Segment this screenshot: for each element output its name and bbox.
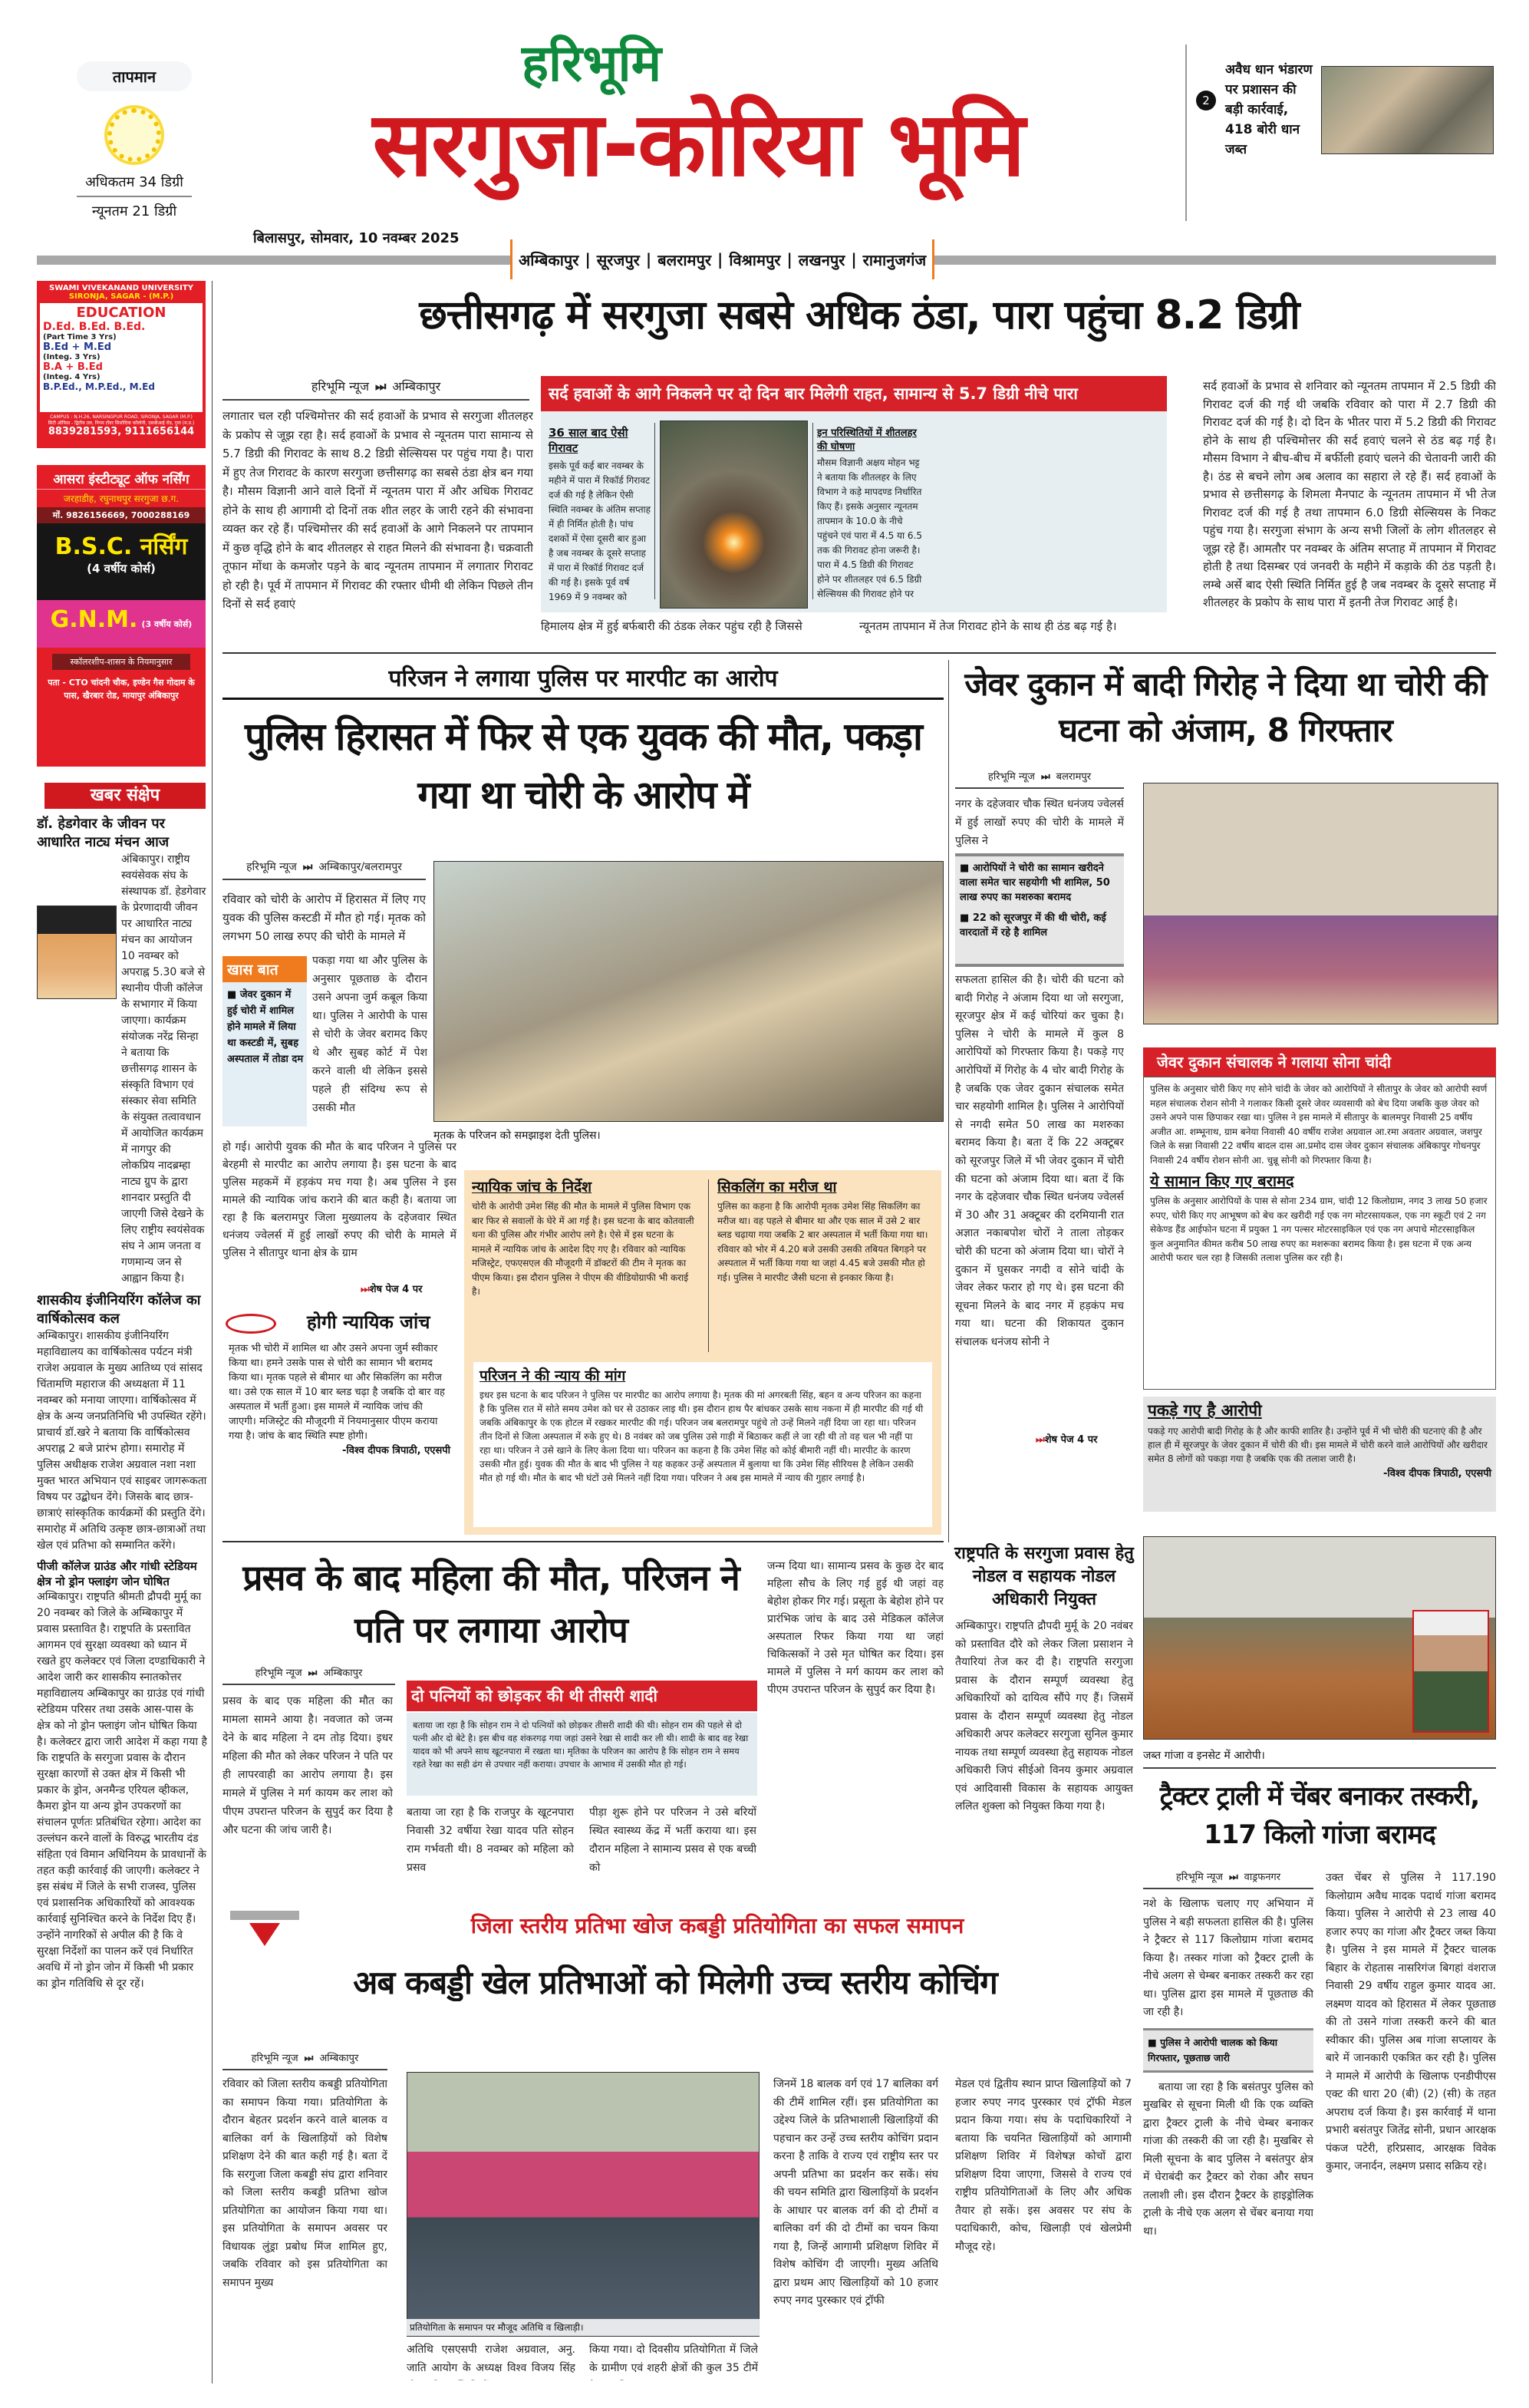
delivery-banner: दो पत्नियों को छोड़कर की थी तीसरी शादी [407, 1681, 757, 1711]
teaser-page-badge: 2 [1196, 91, 1216, 111]
byline-place: वाड्रफनगर [1244, 1872, 1281, 1883]
university-ad[interactable] [37, 281, 206, 448]
byline-place: अम्बिकापुर [323, 1667, 363, 1679]
box-title-coldwave: इन परिस्थितियों में शीतलहर की घोषणा [817, 427, 917, 453]
byline-place: अम्बिकापुर [319, 2053, 359, 2064]
lead-under-box-1: हिमालय क्षेत्र में हुई बर्फबारी की ठंडक लेकर पहुंच रही है जिससे [541, 619, 802, 633]
course-3-note: (Integ. 4 Yrs) [43, 373, 101, 381]
box-title-justice: परिजन ने की न्याय की मांग [479, 1367, 626, 1384]
ganja-caption: जब्त गांजा व इनसेट में आरोपी। [1143, 1748, 1496, 1769]
jewel-byline [955, 769, 1124, 789]
forward-icon: ⏭ [361, 1284, 370, 1295]
lead-headline: छत्तीसगढ़ में सरगुजा सबसे अधिक ठंडा, पारा पहुंचा 8.2 डिग्री [419, 292, 1300, 338]
weather-label: तापमान [77, 61, 192, 91]
lead-under-box-2: न्यूनतम तापमान में तेज गिरावट होने के साथ ही ठंड बढ़ गई है। [859, 619, 1117, 633]
continued-note[interactable] [361, 1283, 422, 1297]
quote-body: मृतक भी चोरी में शामिल था और उसने अपना जुर्म स्वीकार किया था। हमने उसके पास से चोरी का सामान भी बरामद किया था। मृतक पहले से बीमार था और सिकलिंग का मरीज था। उसे एक साल में 10 बार ब्लड चढ़ा है जबकि दो बार वह अस्पताल में भर्ती हुआ। इस मामले में न्यायिक जांच की जाएगी। मजिस्ट्रेट की मौजूदगी में नियमानुसार पीएम कराया गया है। जांच के बाद स्थिति स्पष्ट होगी। [229, 1343, 445, 1442]
jewel-highlights [955, 853, 1124, 967]
nursing-phones: मों. 9826156669, 7000288169 [37, 507, 206, 523]
box-body-justice: इधर इस घटना के बाद परिजन ने पुलिस पर मारपीट का आरोप लगाया है। मृतक की मां अगरबती सिंह, बहन व अन्य परिजन का कहना है कि पुलिस रात में सोते समय उमेश को घर से उठाकर लाइ थी। इस दौरान हाथ पैर बांधकर उसके साथ नकना में ही मारपीट की गई थी जबकि अंबिकापुर के एक होटल में रखकर मारपीट की गई। परिजन जब बलरामपुर पहुंचे तो उन्हें मिलने नहीं दिया जा रहा था। परिजन तीन दिनों से जिला अस्पताल में रुके हुए थे। 8 नवंबर को जब पुलिस उसे गाड़ी में बिठाकर कहीं ले जा रही थी तो वह चल भी नहीं पा रहा था। परिजन ने उसे खाने के लिए केला दिया था। परिजन का कहना है कि उमेश सिंह को कोई बीमारी नहीं थी। मारपीट के कारण उसकी मौत हुई। युवक की मौत के बाद भी पुलिस ने यह कहकर उन्हें अस्पताल में बुलाया था कि उमेश सिंह सीरियस है लेकिन उसकी मौत हो गई थी। मौत के बाद भी घंटों उसे मिलने नहीं दिया गया। परिजन ने अब इस मामले में न्याय की गुहार लगाई है। [479, 1390, 924, 1483]
custody-col-body: पकड़ा गया था और पुलिस के अनुसार पूछताछ के दौरान उसने अपना जुर्म कबूल किया था। पुलिस ने आरोपी के पास से चोरी के जेवर बरामद किए थे और सुबह कोर्ट में पेश करने वाली थी लेकिन इससे पहले ही संदिग्ध रूप से उसकी मौत [312, 955, 427, 1114]
course-1: D.Ed. B.Ed. B.Ed. [43, 321, 146, 333]
jewel-banner: जेवर दुकान संचालक ने गलाया सोना चांदी [1143, 1047, 1496, 1077]
ganja-col-1 [1143, 1895, 1313, 2383]
kabaddi-team-photo [407, 2072, 760, 2337]
jewel-infobox [1143, 1077, 1496, 1390]
edition-lakhanpur: लखनपुर [798, 250, 845, 269]
khaas-baat-label: खास बात [222, 956, 307, 982]
nursing-place: जरहाडीह, रघुनाथपुर सरगुजा छ.ग. [63, 493, 180, 504]
kabaddi-body-2: अतिथि एसएसपी राजेश अग्रवाल, अनु. जाति आयोग के अध्यक्ष विश्व विजय सिंह [407, 2344, 575, 2374]
jewel-intro: नगर के दहेजवार चौक स्थित धनंजय ज्वेलर्स में हुई लाखों रुपए की चोरी के मामले में पुलिस ने [955, 798, 1124, 847]
kabaddi-caption: प्रतियोगिता के समापन पर मौजूद अतिथि व खिलाड़ी। [407, 2319, 760, 2336]
delivery-headline: प्रसव के बाद महिला की मौत, परिजन ने पति पर लगाया आरोप [242, 1557, 740, 1651]
max-temp: अधिकतम 34 डिग्री [77, 173, 192, 197]
quote-title: होगी न्यायिक जांच [307, 1311, 430, 1333]
jewel-headline: जेवर दुकान में बादी गिरोह ने दिया था चोरी की घटना को अंजाम, 8 गिरफ्तार [964, 665, 1487, 749]
box-title-judicial: न्यायिक जांच के निर्देश [472, 1179, 592, 1196]
forward-icon: ⏭ [1228, 1872, 1238, 1883]
custody-byline [222, 859, 426, 880]
chevron-icon [230, 1911, 299, 1953]
box-body-sickle: पुलिस का कहना है कि आरोपी मृतक उमेश सिंह सिकलिंग का मरीज था। वह पहले से बीमार था और एक साल में उसे 2 बार ब्लड चढ़ाया गया जबकि 2 बार अस्पताल में भर्ती किया गया था। रविवार को भोर में 4.20 बजे उसकी उसकी तबियत बिगड़ने पर अस्पताल में भर्ती किया गया था जहां 4.45 बजे उसकी मौत हो गई। पुलिस ने मारपीट जैसी घटना से इनकार किया है। [717, 1201, 928, 1283]
forward-icon: ⏭ [302, 861, 313, 873]
brief-column [37, 815, 207, 2380]
edition-ramanujganj: रामानुजगंज [862, 250, 927, 269]
delivery-byline [222, 1665, 395, 1685]
lead-infobox [541, 411, 1167, 612]
kabaddi-body-1: रविवार को जिला स्तरीय कबड्डी प्रतियोगिता का समापन किया गया। प्रतियोगिता के दौरान बेहतर प्रदर्शन करने वाले बालक व बालिका वर्ग के खिलाड़ियों को विशेष प्रशिक्षण देने की बात कही गई है। बता दें कि सरगुजा जिला कबड्डी संघ द्वारा शनिवार को जिला स्तरीय कबड्डी प्रतिभा खोज प्रतियोगिता का आयोजन किया गया था। इस प्रतियोगिता के समापन अवसर पर विधायक लुंड्रा प्रबोध मिंज शामिल हुए, जबकि रविवार को इस प्रतियोगिता का समापन मुख्य [222, 2078, 387, 2289]
forward-icon: ⏭ [304, 2053, 314, 2064]
forward-icon: ⏭ [1040, 771, 1050, 783]
min-temp: न्यूनतम 21 डिग्री [91, 203, 177, 219]
teaser-text: अवैध धान भंडारण पर प्रशासन की बड़ी कार्रवाई, 418 बोरी धान जब्त [1225, 62, 1313, 157]
kabaddi-byline [222, 2050, 387, 2070]
lead-right-body: सर्द हवाओं के प्रभाव से शनिवार को न्यूनतम तापमान में 2.5 डिग्री की गिरावट दर्ज की गई थी जबकि रविवार को पारा में 2.7 डिग्री की गिरावट दर्ज की गई है। दो दिन के भीतर पारा में 5.2 डिग्री की गिरावट होने के साथ ही पश्चिमोत्तर की सर्द हवाएं चलने से ठंड बढ़ गई है। मौसम विभाग ने बीच-बीच में बर्फीली हवाएं चलने की चेतावनी जारी की है। ठंड से बचने लोग अब अलाव का सहारा ले रहे हैं। सर्द हवाओं के प्रभाव से छत्तीसगढ़ के शिमला मैनपाट के न्यूनतम तापमान में भी तेज गिरावट दर्ज की गई है तथा तापमान 6.0 डिग्री सेल्सियस के निकट पहुंच गया है। सरगुजा संभाग के अन्य सभी जिलों के लोग शीतलहर से जूझ रहे हैं। आमतौर पर नवम्बर के अंतिम सप्ताह में तापमान में गिरावट होती है तथा दिसम्बर एवं जनवरी के महीने में कड़ाके की ठंड पड़ती है। लम्बे अर्से बाद ऐसी स्थिति निर्मित हुई है जब नवम्बर के दूसरे सप्ताह में शीतलहर के प्रकोप के साथ पारा में इतनी तेज गिरावट आई है। [1203, 379, 1496, 609]
university-place: SIRONJA, SAGAR - (M.P.) [68, 292, 174, 301]
dateline: बिलासपुर, सोमवार, 10 नवम्बर 2025 [253, 230, 460, 246]
brief-title-2: शासकीय इंजीनियरिंग कॉलेज का वार्षिकोत्सव कल [37, 1292, 201, 1327]
byline-agency: हरिभूमि न्यूज [251, 2053, 298, 2064]
course-3: B.A + B.Ed [43, 361, 103, 373]
recovered-body: पुलिस के अनुसार आरोपियों के पास से सोना 234 ग्राम, चांदी 12 किलोग्राम, नगद 3 लाख 50 हजार रुपए, चोरी किए गए आभूषण को बेच कर खरीदी गई एक नग मोटरसायकल, एक नग स्कूटी एवं 2 नग सेकेण्ड हैंड आईफोन घटना में प्रयुक्त 1 नग पल्सर मोटरसाइकिल एवं एक नग अपाचे मोटरसाइकिल कुल अनुमानित कीमत करीब 50 लाख रुपए का मशरूका बरामद किया है। इस घटना में एक अन्य आरोपी फरार चल रहा है जिसकी तलाश पुलिस कर रही है। [1150, 1196, 1488, 1263]
brand-logo: हरिभूमि [522, 34, 662, 93]
lead-body: लगातार चल रही पश्चिमोत्तर की सर्द हवाओं के प्रभाव से सरगुजा शीतलहर के प्रकोप से जूझ रहा है। सर्द हवाओं के प्रभाव से न्यूनतम पारा सामान्य से 5.7 डिग्री की गिरावट के साथ 8.2 डिग्री सेल्सियस पर पहुंच गया है। पारा में हुए तेज गिरावट के कारण सरगुजा छत्तीसगढ़ का सबसे ठंडा क्षेत्र बन गया है। मौसम विज्ञानी आने वाले दिनों में न्यूनतम पारा में और अधिक गिरावट होने के साथ ही आगामी दो दिनों तक शीत लहर के जारी रहने की संभावना व्यक्त कर रहे हैं। पश्चिमोत्तर की सर्द हवाओं के आगे निकलने पर तापमान में कुछ वृद्धि होने के बाद शीतलहर से राहत मिलने की संभावना है। चक्रवाती तूफान मोंथा के कमजोर पड़ने के बाद न्यूनतम तापमान में लगातार गिरावट हो रही है। पूर्व में तापमान में गिरावट की रफ्तार धीमी थी लेकिन पिछले तीन दिनों से सर्द हवाएं [222, 409, 533, 611]
edition-ambikapur: अम्बिकापुर [519, 250, 579, 269]
bsc-nursing-note: (4 वर्षीय कोर्स) [87, 562, 156, 576]
university-campus: CAMPUS : N.H.26, NARSINGPUR ROAD, SIRONJA, SAGAR (M.P.) [50, 414, 193, 420]
kabaddi-body-4: जिनमें 18 बालक वर्ग एवं 17 बालिका वर्ग की टीमें शामिल रहीं। इस प्रतियोगिता का उद्देश्य जिले के प्रतिभाशाली खिलाड़ियों की पहचान कर उन्हें उच्च स्तरीय कोचिंग प्रदान करना है ताकि वे राज्य एवं राष्ट्रीय स्तर पर अपनी प्रतिभा का प्रदर्शन कर सकें। संघ की चयन समिति द्वारा खिलाड़ियों के प्रदर्शन के आधार पर बालक वर्ग की दो टीमों व बालिका वर्ग की दो टीमों का चयन किया गया है, जिन्हें आगामी प्रशिक्षण शिविर में विशेष कोचिंग दी जाएगी। मुख्य अतिथि द्वारा प्रथम आए खिलाड़ियों को 10 हजार रुपए नगद पुरस्कार एवं ट्रॉफी [773, 2078, 938, 2307]
bonfire-photo [660, 421, 808, 609]
continued-text: शेष पेज 4 पर [1044, 1434, 1098, 1446]
custody-caption: मृतक के परिजन को समझाइश देती पुलिस। [433, 1130, 601, 1142]
kabaddi-headline: अब कबड्डी खेल प्रतिभाओं को मिलेगी उच्च स्तरीय कोचिंग [353, 1964, 997, 2001]
forward-icon: ⏭ [1036, 1434, 1045, 1446]
lead-byline [222, 378, 529, 401]
speech-bubble-icon [226, 1314, 276, 1334]
sun-icon [107, 108, 161, 162]
jewel-quote-author: -विश्व दीपक त्रिपाठी, एएसपी [1382, 1468, 1491, 1479]
ganja-body-2: बताया जा रहा है कि बसंतपुर पुलिस को मुखबिर से सूचना मिली थी कि एक व्यक्ति द्वारा ट्रैक्टर ट्राली के नीचे चेम्बर बनाकर गांजा की तस्करी की जा रही है। मुखबिर से मिली सूचना के बाद पुलिस ने बसंतपुर क्षेत्र में घेराबंदी कर ट्रैक्टर को रोका और सघन तलाशी ली। इस दौरान ट्रैक्टर के हाइड्रोलिक ट्राली के नीचे एक अलग से चेंबर बनाया गया था। [1143, 2080, 1313, 2238]
accused-inset-photo [1412, 1610, 1489, 1733]
course-2: B.Ed + M.Ed [43, 341, 112, 353]
brief-body-2: अम्बिकापुर। शासकीय इंजीनियरिंग महाविद्यालय का वार्षिकोत्सव पर्यटन मंत्री राजेश अग्रवाल के मुख्य आतिथ्य एवं सांसद चिंतामणि महाराज की अध्यक्षता में 11 नवम्बर को मनाया जाएगा। वार्षिकोत्सव में क्षेत्र के अन्य जनप्रतिनिधि भी उपस्थित रहेंगे। प्राचार्य डॉ.खरे ने बताया कि वार्षिकोत्सव अपराह्न 2 बजे प्रारंभ होगा। समारोह में पुलिस अधीक्षक राजेश अग्रवाल नशा नशा मुक्त भारत अभियान एवं साइबर जागरूकता विषय पर उद्बोधन देंगे। जिसके बाद छात्र-छात्राएं सांस्कृतिक कार्यक्रमों की प्रस्तुति देंगे। समारोह में अतिथि उत्कृष्ट छात्र-छात्राओं तथा खेल एवं प्रतिभा को सम्मानित करेंगे। [37, 1330, 207, 1552]
box-body-judicial: चोरी के आरोपी उमेश सिंह की मौत के मामले में पुलिस विभाग एक बार फिर से सवालों के घेरे में आ गई है। इस घटना के बाद कोतवाली थना की पुलिस और गंभीर आरोप लगे है। ऐसे में इस घटना के मामले में न्यायिक जांच के आदेश दिए गए है। रविवार को न्यायिक मजिस्ट्रेट, एफएसएल की मौजूदगी में डॉक्टरों की टीम ने मृतक का पीएम किया। इस दौरान पुलिस ने पीएम की वीडियोग्राफी भी कराई है। [472, 1201, 694, 1297]
divider [222, 1541, 944, 1542]
quote-block [222, 1305, 456, 1536]
custody-factbox [464, 1170, 941, 1535]
column-divider [948, 660, 949, 1542]
jewel-quote-body: पकड़े गए आरोपी बादी गिरोह के है और काफी शातिर है। उन्होंने पूर्व में भी चोरी की घटनाएं की है और हाल ही में सूरजपुर के जेवर दुकान में चोरी की थी। इस मामले में चोरी करने वाले आरोपियों और खरीदार समेत 8 लोगों को पकड़ा गया है जबकि एक की तलाश जारी है। [1148, 1426, 1488, 1464]
delivery-body-4: जन्म दिया था। सामान्य प्रसव के कुछ देर बाद महिला सौच के लिए गई हुई थी जहां वह बेहोश होकर गिर गई। प्रसूता के बेहोश होने पर प्रारंभिक जांच के बाद उसे मेडिकल कॉलेज अस्पताल रिफर किया गया था जहां चिकित्सकों ने उसे मृत घोषित कर दिया। इस मामले में पुलिस ने मर्ग कायम कर लाश को पीएम उपरान्त परिजन के सुपुर्द कर दिया है। [767, 1560, 944, 1696]
byline-agency: हरिभूमि न्यूज [311, 379, 369, 394]
delivery-body-2: बताया जा रहा है कि राजपुर के खूटनपारा निवासी 32 वर्षीया रेखा यादव पति सोहन राम गर्भवती थी। 8 नवम्बर को महिला को प्रसव [407, 1806, 574, 1874]
byline-agency: हरिभूमि न्यूज [1175, 1872, 1223, 1883]
jewel-quote [1143, 1397, 1496, 1512]
divider [222, 652, 1496, 654]
brief-title-1: डॉ. हेडगेवार के जीवन पर आधारित नाट्य मंचन आज [37, 816, 170, 850]
kabaddi-body-5: मेडल एवं द्वितीय स्थान प्राप्त खिलाड़ियों को 7 हजार रुपए नगद पुरस्कार एवं ट्रॉफी मेडल प्रदान किया गया। संघ के पदाधिकारियों ने बताया कि चयनित खिलाड़ियों को आगामी प्रशिक्षण शिविर में विशेषज्ञ कोचों द्वारा प्रशिक्षण दिया जाएगा, जिससे वे राज्य एवं राष्ट्रीय प्रतियोगिताओं के लिए और अधिक तैयार हो सकें। इस अवसर पर संघ के पदाधिकारी, कोच, खिलाड़ी एवं खेलप्रेमी मौजूद रहे। [955, 2078, 1132, 2253]
byline-place: अम्बिकापुर [392, 379, 441, 394]
gnm: G.N.M. [50, 606, 138, 633]
jewel-body: सफलता हासिल की है। चोरी की घटना को बादी गिरोह ने अंजाम दिया था जो सरगुजा, सूरजपुर क्षेत्र में कई चोरियां कर चुका है। पुलिस ने चोरी के मामले में कुल 8 आरोपियों को गिरफ्तार किया है। पकड़े गए आरोपियों में गिरोह के 4 चोर बादी गिरोह के है जबकि एक जेवर दुकान संचालक समेत चार सहयोगी शामिल है। पुलिस ने आरोपियों से नगदी समेत 50 लाख का मशरुका बरामद किया है। बता दें कि 22 अक्टूबर को सूरजपुर जिले में भी जेवर दुकान में चोरी की घटना को अंजाम दिया था। बता दें कि नगर के दहेजवार चौक स्थित धनंजय ज्वेलर्स में 30 और 31 अक्टूबर की दरमियानी रात अज्ञात नकाबपोश चोरों ने ताला तोड़कर चोरी की घटना को अंजाम दिया था। चोरों ने दुकान में घुसकर नगदी व सोने चांदी के जेवर लेकर फरार हो गए थे। इस घटना की सूचना मिलने के बाद नगर में हड़कंप मच गया था। घटना की शिकायत दुकान संचालक धनंजय सोनी ने [955, 974, 1124, 1348]
president-headline: राष्ट्रपति के सरगुजा प्रवास हेतु नोडल व सहायक नोडल अधिकारी नियुक्त [954, 1544, 1134, 1609]
gnm-note: (3 वर्षीय कोर्स) [141, 619, 193, 629]
teaser-photo [1321, 66, 1494, 154]
ganja-body-1: नशे के खिलाफ चलाए गए अभियान में पुलिस ने बड़ी सफलता हासिल की है। पुलिस ने ट्रैक्टर से 117 किलोग्राम गांजा बरामद किया है। तस्कर गांजा को ट्रैक्टर ट्राली के नीचे अलग से चेम्बर बनाकर तस्करी कर रहा था। पुलिस द्वारा इस मामले में पूछताछ की जा रही है। [1143, 1898, 1313, 2018]
khaas-baat-box [222, 956, 307, 1126]
jewel-quote-title: पकड़े गए है आरोपी [1148, 1401, 1262, 1420]
byline-place: बलरामपुर [1056, 771, 1092, 783]
box-body-coldwave: मौसम विज्ञानी अक्षय मोहन भट्ट ने बताया कि शीतलहर के लिए विभाग ने कड़े मापदण्ड निर्धारित किए हैं। इसके अनुसार न्यूनतम तापमान के 10.0 के नीचे पहुंचने एवं पारा में 4.5 या 6.5 तक की गिरावट होना जरूरी है। पारा में 4.5 डिग्री की गिरावट होने पर शीतलहर एवं 6.5 डिग्री सेल्सियस की गिरावट होने पर [817, 457, 923, 599]
ganja-byline [1143, 1869, 1313, 1889]
ganja-point-box: ■ पुलिस ने आरोपी चालक को किया गिरफ्तार, पूछताछ जारी [1143, 2028, 1313, 2073]
university-city-office: सिटी ऑफिस - द्वितीय तल, निगम टॉवर सिसोदिया कॉलोनी, एसबीआई रोड, गुना (म.प्र.) [48, 421, 195, 426]
forward-icon: ⏭ [374, 379, 387, 394]
highlight-1: ■ आरोपियों ने चोरी का सामान खरीदने वाला समेत चार सहयोगी भी शामिल, 50 लाख रुपए का मशरुका बरामद [960, 863, 1110, 903]
delivery-body-3: पीड़ा शुरू होने पर परिजन ने उसे बरियों स्थित स्वास्थ्य केंद्र में भर्ती कराया था। इस दौरान महिला ने सामान्य प्रसव से एक बच्ची को [589, 1806, 756, 1874]
kabaddi-kicker: जिला स्तरीय प्रतिभा खोज कबड्डी प्रतियोगिता का सफल समापन [470, 1913, 964, 1938]
custody-intro: रविवार को चोरी के आरोप में हिरासत में लिए गए युवक की पुलिस कस्टडी में मौत हो गई। मृतक को लगभग 50 लाख रुपए की चोरी के मामले में [222, 892, 426, 943]
brief-title-3: पीजी कॉलेज ग्राउंड और गांधी स्टेडियम क्षेत्र नो ड्रोन फ्लाइंग जोन घोषित [37, 1559, 197, 1588]
president-body: अम्बिकापुर। राष्ट्रपति द्रौपदी मुर्मू के 20 नवंबर को प्रस्तावित दौरे को लेकर जिला प्रसाशन ने तैयारियां तेज कर दी है। राष्ट्रपति सरगुजा प्रवास के दौरान सम्पूर्ण व्यवस्था हेतु अधिकारियों को दायित्व सौंपे गए हैं। जिसमें प्रवास के दौरान सम्पूर्ण व्यवस्था हेतु नोडल अधिकारी अपर कलेक्टर सरगुजा सुनिल कुमार नायक तथा सम्पूर्ण व्यवस्था हेतु सहायक नोडल अधिकारी जिपं सीईओ विनय कुमार अग्रवाल एवं आदिवासी विकास के सहायक आयुक्त ललित शुक्ला को नियुक्त किया गया है। [955, 1620, 1133, 1813]
education-heading: EDUCATION [76, 305, 166, 321]
jewel-arrest-photo [1143, 783, 1498, 1024]
hedgewar-photo [37, 905, 117, 999]
custody-kicker: परिजन ने लगाया पुलिस पर मारपीट का आरोप [222, 661, 944, 700]
edition-vishrampur: विश्रामपुर [729, 250, 781, 269]
forward-icon: ⏭ [308, 1667, 318, 1679]
nursing-name: आसरा इंस्टीट्यूट ऑफ नर्सिंग [37, 465, 206, 490]
delivery-body-1: प्रसव के बाद एक महिला की मौत का मामला सामने आया है। नवजात को जन्म देने के बाद महिला ने दम तोड़ दिया। इधर महिला की मौत को लेकर परिजन ने पति पर ही लापरवाही का आरोप लगाया है। इस मामले में पुलिस ने मर्ग कायम कर लाश को पीएम उपरान्त परिजन के सुपुर्द कर दिया है और घटना की जांच जारी है। [222, 1695, 393, 1836]
bullet-icon: ■ [227, 989, 240, 1001]
byline-agency: हरिभूमि न्यूज [987, 771, 1035, 783]
course-2-note: (Integ. 3 Yrs) [43, 353, 101, 361]
nursing-ad[interactable] [37, 465, 206, 767]
weather-box [77, 61, 192, 230]
course-1-note: (Part Time 3 Yrs) [43, 333, 117, 341]
custody-photo [433, 861, 944, 1122]
highlight-2: ■ 22 को सूरजपुर में की थी चोरी, कई वारदातों में रहे है शामिल [960, 912, 1106, 938]
byline-place: अम्बिकापुर/बलरामपुर [318, 861, 402, 873]
byline-agency: हरिभूमि न्यूज [255, 1667, 302, 1679]
highlight-text: 22 को सूरजपुर में की थी चोरी, कई वारदातों में रहे है शामिल [960, 912, 1106, 938]
edition-strip: अम्बिकापुर | सूरजपुर | बलरामपुर | विश्रामपुर | लखनपुर | रामानुजगंज [510, 239, 934, 279]
quote-author: -विश्व दीपक त्रिपाठी, एएसपी [341, 1445, 450, 1456]
edition-balrampur: बलरामपुर [657, 250, 712, 269]
byline-agency: हरिभूमि न्यूज [246, 861, 297, 873]
brief-label: खबर संक्षेप [44, 783, 206, 809]
delivery-box: बताया जा रहा है कि सोहन राम ने दो पत्नियों को छोड़कर तीसरी शादी की थी। सोहन राम की पहले से दो पत्नी और दो बेटे है। इस बीच वह शंकरगढ़ गया जहां उसने रेखा से शादी कर ली थी। शादी के बाद वह रेखा यादव को भी अपने साथ खूटनपारा में रखता था। मृतिका के परिजन का आरोप है कि सोहन राम ने समय रहते रेखा का सही ढंग से उपचार नहीं कराया। उपचार के आभाव में उसकी मौत हो गई। [407, 1713, 757, 1796]
lead-banner: सर्द हवाओं के आगे निकलने पर दो दिन बार मिलेगी राहत, सामान्य से 5.7 डिग्री नीचे पारा [541, 376, 1167, 411]
box-body-36-years: इसके पूर्व कई बार नवम्बर के महीने में पारा में रिकॉर्ड गिरावट दर्ज की गई है लेकिन ऐसी स्थिति नवम्बर के अंतिम सप्ताह में ही निर्मित होती है। पांच दशकों में ऐसा दूसरी बार हुआ है जब नवम्बर के दूसरे सप्ताह में पारा में रिकॉर्ड गिरावट दर्ज की गई है। इसके पूर्व वर्ष 1969 में 9 नवम्बर को [549, 460, 651, 602]
ganja-body-3: उक्त चेंबर से पुलिस ने 117.190 किलोग्राम अवैध मादक पदार्थ गांजा बरामद किया। पुलिस ने आरोपी से 23 लाख 40 हजार रुपए का गांजा और ट्रैक्टर जब्त किया है। पुलिस ने इस मामले में ट्रैक्टर चालक बिहार के रोहतास नासरिगंज बिगहां वंशराज निवासी 29 वर्षीय राहुल कुमार यादव आ. लक्ष्मण यादव को हिरासत में लेकर पूछताछ की तो उसने गांजा तस्करी करने की बात स्वीकार की। पुलिस अब गांजा सप्लायर के बारे में जानकारी एकत्रित कर रही है। पुलिस ने मामले में आरोपी के खिलाफ एनडीपीएस एक्ट की धारा 20 (बी) (2) (सी) के तहत अपराध दर्ज किया है। इस कार्रवाई में थाना प्रभारी बसंतपुर जितेंद्र सोनी, प्रधान आरक्षक पंकज पटेरी, हरिप्रसाद, आरक्षक विवेक कुमार, जनार्दन, लक्ष्मण प्रसाद सक्रिय रहे। [1326, 1872, 1496, 2172]
continued-note[interactable] [1036, 1433, 1097, 1447]
ganja-photo [1143, 1536, 1496, 1740]
brief-body-3: अम्बिकापुर। राष्ट्रपति श्रीमती द्रौपदी मुर्मू का 20 नवम्बर को जिले के अम्बिकापुर में प्रवास प्रस्तावित है। राष्ट्रपति के प्रस्तावित आगमन एवं सुरक्षा व्यवस्था को ध्यान में रखते हुए कलेक्टर एवं जिला दण्डाधिकारी ने आदेश जारी कर शासकीय स्नातकोत्तर महाविद्यालय अम्बिकापुर का ग्राउंड एवं गांधी स्टेडियम परिसर तथा उसके आस-पास के क्षेत्र को नो ड्रोन फ्लाइंग जोन घोषित किया है। कलेक्टर द्वारा जारी आदेश में कहा गया है कि राष्ट्रपति के सरगुजा प्रवास के दौरान सुरक्षा कारणों से उक्त क्षेत्र में किसी भी प्रकार के ड्रोन, अनमैन्ड एरियल व्हीकल, कैमरा ड्रोन या अन्य ड्रोन उपकरणों का संचालन पूर्णतः प्रतिबंधित रहेगा। आदेश का उल्लंघन करने वालों के विरुद्ध भारतीय दंड संहिता एवं विमान अधिनियम के प्रावधानों के तहत कड़ी कार्रवाई की जाएगी। कलेक्टर ने इस संबंध में जिले के सभी राजस्व, पुलिस एवं प्रशासनिक अधिकारियों को आवश्यक कार्रवाई सुनिश्चित करने के निर्देश दिए हैं। उन्होंने नागरिकों से अपील की है कि वे सुरक्षा निर्देशों का पालन करें एवं निर्धारित अवधि में नो ड्रोन जोन में किसी भी प्रकार का ड्रोन गतिविधि से दूर रहें। [37, 1591, 207, 1990]
bsc-nursing: B.S.C. नर्सिंग [54, 533, 188, 560]
edition-title: सरगुजा-कोरिया भूमि [372, 93, 1024, 196]
sidebar-divider [212, 281, 213, 2383]
highlight-text: आरोपियों ने चोरी का सामान खरीदने वाला समेत चार सहयोगी भी शामिल, 50 लाख रुपए का मशरुका बरामद [960, 863, 1110, 903]
university-phones: 8839281593, 9111656144 [48, 426, 195, 437]
custody-headline: पुलिस हिरासत में फिर से एक युवक की मौत, पकड़ा गया था चोरी के आरोप में [244, 714, 921, 817]
box-title-sickle: सिकलिंग का मरीज था [717, 1179, 837, 1196]
jewel-box-body: पुलिस के अनुसार चोरी किए गए सोने चांदी के जेवर को आरोपियों ने सीतापुर के जेवर को आरोपी स्वर्ण महल संचालक रोशन सोनी ने गलाकर किसी दूसरे जेवर व्यवसायी को बेच दिया जबकि कुछ जेवर को उसने अपने पास छिपाकर रखा था। पुलिस ने इस मामले में सीतापुर के बालमपुर निवासी 25 वर्षीय अजीत आ. शम्भूनाथ, ग्राम बनेया निवासी 40 वर्षीय राजेश अग्रवाल आ.रमा अवतार अग्रवाल, जशपुर जिले के सन्ना निवासी 22 वर्षीय बादल दास आ.प्रमोद दास जेवर दुकान संचालक अंबिकापुर गोधनपुर निवासी 24 वर्षीय रोशन सोनी आ. चुन्नू सोनी को गिरफ्तार किया है। [1150, 1084, 1488, 1166]
nursing-scholarship: स्कॉलरशीप-शासन के नियमानुसार [52, 654, 190, 670]
brief-body-1: अंबिकापुर। राष्ट्रीय स्वयंसेवक संघ के संस्थापक डॉ. हेडगेवार के प्रेरणादायी जीवन पर आधारित नाट्य मंचन का आयोजन 10 नवम्बर को अपराह्न 5.30 बजे से स्थानीय पीजी कॉलेज के सभागार में किया जाएगा। कार्यक्रम संयोजक नरेंद्र सिन्हा ने बताया कि छत्तीसगढ़ शासन के संस्कृति विभाग एवं संस्कार सेवा समिति के संयुक्त तत्वावधान में आयोजित कार्यक्रम में नागपुर की लोकप्रिय नादब्रम्हा नाट्य ग्रुप के द्वारा शानदार प्रस्तुति दी जाएगी जिसे देखने के लिए राष्ट्रीय स्वयंसेवक संघ ने आम जनता व गणमान्य जन से आह्वान किया है। [121, 853, 206, 1285]
course-4: B.P.Ed., M.P.Ed., M.Ed [43, 381, 155, 392]
khaas-baat-point [222, 982, 307, 1067]
teaser-box[interactable] [1185, 45, 1500, 221]
university-name: SWAMI VIVEKANAND UNIVERSITY [49, 284, 193, 292]
continued-text: शेष पेज 4 पर [369, 1284, 423, 1295]
recovered-title: ये सामान किए गए बरामद [1150, 1172, 1294, 1190]
nursing-address: पता - CTO चांदनी चौक, इण्डेन गैस गोदाम के पास, खैरबार रोड, मायापुर अंबिकापुर [48, 678, 195, 701]
ganja-headline: ट्रैक्टर ट्राली में चेंबर बनाकर तस्करी, 117 किलो गांजा बरामद [1159, 1781, 1480, 1850]
khaas-point-text: जेवर दुकान में हुई चोरी में शामिल होने मामले में लिया था कस्टडी में, सुबह अस्पताल में तोडा दम [227, 989, 304, 1065]
ganja-point-text: पुलिस ने आरोपी चालक को किया गिरफ्तार, पूछताछ जारी [1148, 2036, 1278, 2063]
kabaddi-body-3: किया गया। दो दिवसीय प्रतियोगिता में जिले के ग्रामीण एवं शहरी क्षेत्रों की कुल 35 टीमें [589, 2344, 758, 2374]
edition-surajpur: सूरजपुर [596, 250, 640, 269]
custody-body-2: हो गई। आरोपी युवक की मौत के बाद परिजन ने पुलिस पर बेरहमी से मारपीट का आरोप लगाया है। इस घटना के बाद पुलिस महकमें में हड़कंप मच गया है। अब पुलिस ने इस मामले की न्यायिक जांच कराने की बात कही है। बताया जा रहा है कि बलरामपुर जिला मुख्यालय के दहेजवार स्थित धनंजय ज्वेलर्स में हुई लाखों रुपए की चोरी के मामले में पुलिस ने सीतापुर थाना क्षेत्र के ग्राम [222, 1141, 456, 1259]
box-title-36-years: 36 साल बाद ऐसी गिरावट [549, 426, 628, 455]
